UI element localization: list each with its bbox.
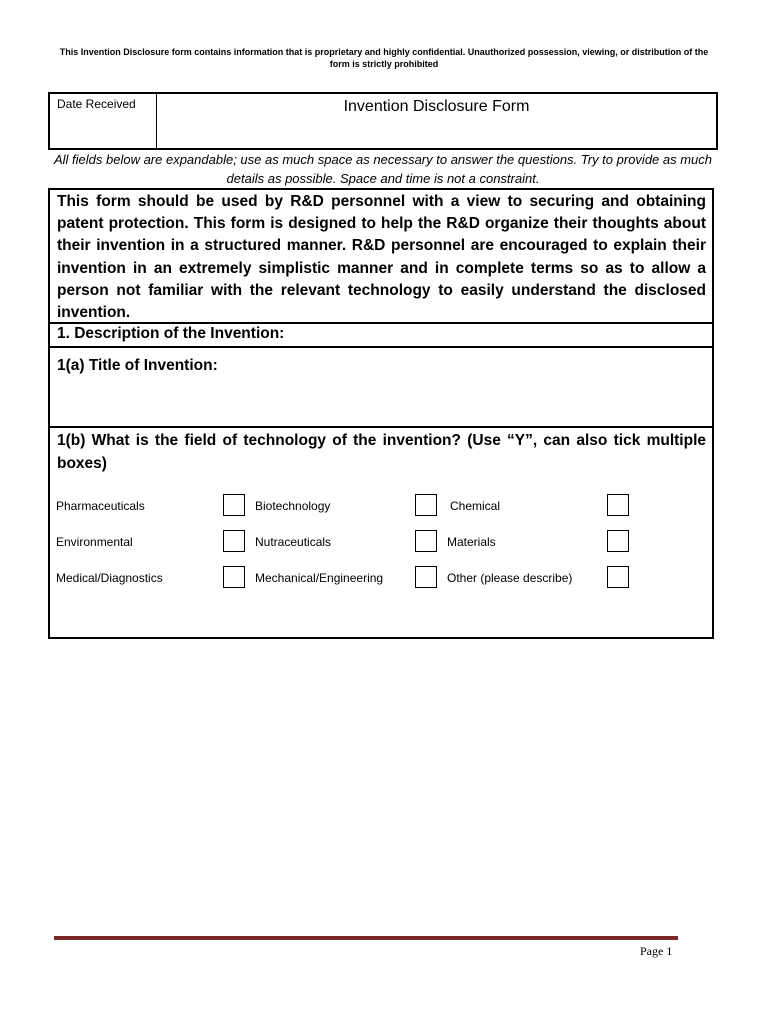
section-description-heading: 1. Description of the Invention:	[50, 324, 712, 348]
instructions-note: All fields below are expandable; use as much space as necessary to answer the questions. Try to provide as much details as possible. Space and time is not a constraint.	[53, 152, 713, 186]
option-pharmaceuticals-label: Pharmaceuticals	[56, 499, 145, 513]
option-other-checkbox[interactable]	[607, 566, 629, 588]
option-pharmaceuticals-checkbox[interactable]	[223, 494, 245, 516]
intro-text: This form should be used by R&D personnel with a view to securing and obtaining patent protection. This form is designed to help the R&D organize their thoughts about their invention in a structured manner. R&D personnel are encouraged to explain their invention in an extremely simplistic manner and in complete terms so as to allow a person not familiar with the relevant technology to easily understand the disclosed invention.	[50, 190, 712, 324]
form-title: Invention Disclosure Form	[343, 98, 530, 115]
option-materials-checkbox[interactable]	[607, 530, 629, 552]
date-received-cell[interactable]: Date Received	[50, 94, 157, 148]
option-environmental-label: Environmental	[56, 535, 133, 549]
option-medical-diagnostics-label: Medical/Diagnostics	[56, 571, 163, 585]
option-mechanical-engineering-label: Mechanical/Engineering	[255, 571, 384, 585]
confidentiality-notice: This Invention Disclosure form contains information that is proprietary and highly confidential. Unauthorized possession, viewing, or distribution of the form is strictly prohibited	[59, 47, 709, 69]
option-biotechnology-label: Biotechnology	[255, 499, 331, 513]
option-other-label: Other (please describe)	[447, 571, 573, 585]
option-chemical-checkbox[interactable]	[607, 494, 629, 516]
option-chemical-label: Chemical	[450, 499, 501, 513]
option-biotechnology-checkbox[interactable]	[415, 494, 437, 516]
option-medical-diagnostics-checkbox[interactable]	[223, 566, 245, 588]
footer-divider	[54, 936, 678, 940]
option-environmental-checkbox[interactable]	[223, 530, 245, 552]
option-nutraceuticals-label: Nutraceuticals	[255, 535, 332, 549]
option-mechanical-engineering-checkbox[interactable]	[415, 566, 437, 588]
option-materials-label: Materials	[447, 535, 496, 549]
field-of-technology-question: 1(b) What is the field of technology of the invention? (Use “Y”, can also tick multiple boxes)	[57, 432, 706, 472]
header-table	[48, 92, 718, 150]
page-number: Page 1	[640, 944, 673, 958]
title-of-invention-field[interactable]: 1(a) Title of Invention:	[50, 348, 712, 428]
option-nutraceuticals-checkbox[interactable]	[415, 530, 437, 552]
